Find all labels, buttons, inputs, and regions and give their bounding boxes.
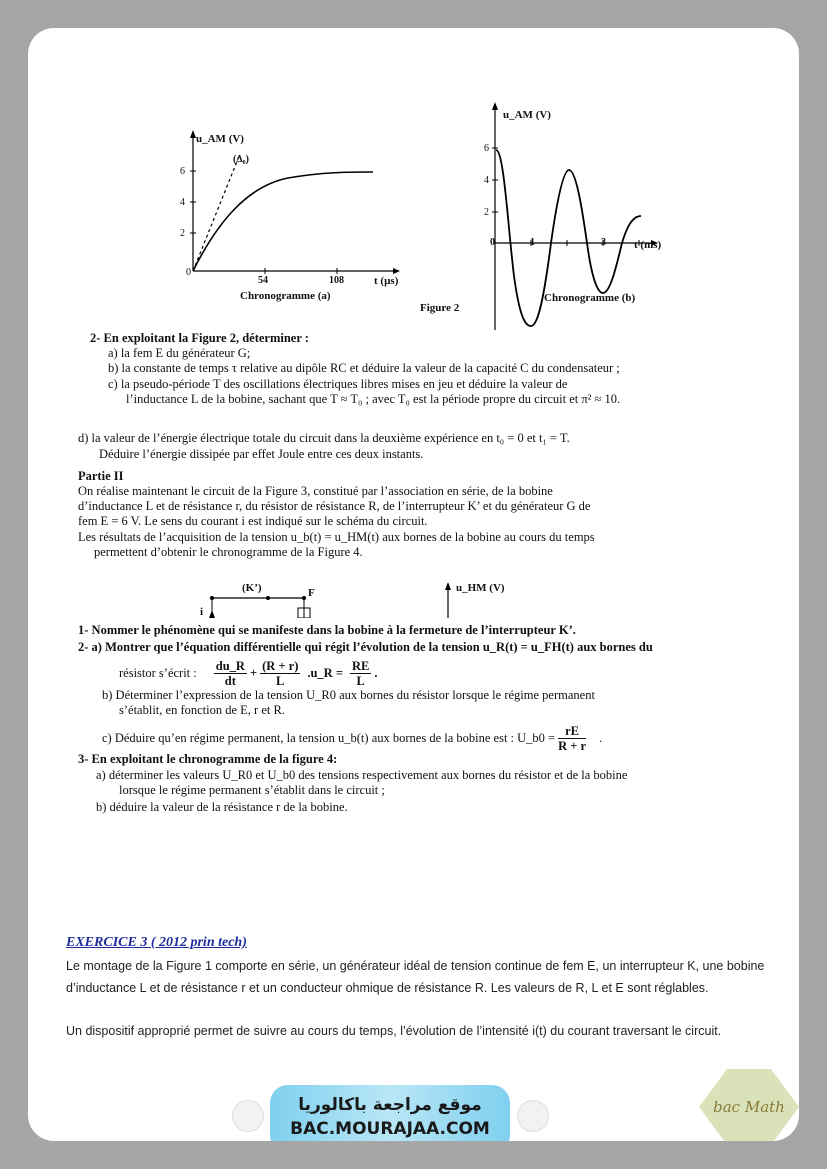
partie2-p1: On réalise maintenant le circuit de la Figure 3, constitué par l’association en série, de la bobine: [78, 484, 553, 498]
q2-c-line2: l’inductance L de la bobine, sachant que T ≈ T₀ ; avec T₀ est la période propre du circuit et π² ≈ 10.: [126, 392, 621, 406]
eq-den-3: L: [356, 673, 365, 688]
partie2-title: Partie II: [78, 469, 124, 483]
figure-caption: Figure 2: [420, 302, 460, 314]
chrono-b-ytick: 2: [484, 207, 489, 218]
fig3-switch-label: (K’): [242, 582, 262, 594]
p2-q2a: 2- a) Montrer que l’équation différentielle qui régit l’évolution de la tension u_R(t) = u_FH(t) aux bornes du: [78, 640, 653, 654]
chrono-b-xtick: 1: [530, 237, 535, 248]
q2-c-line1: c) la pseudo-période T des oscillations électriques libres mises en jeu et déduire la valeur de: [108, 377, 568, 391]
chrono-a-xtick: 108: [329, 275, 344, 286]
site-logo-icon: [517, 1100, 549, 1132]
p2-q3a-line1: a) déterminer les valeurs U_R0 et U_b0 des tensions respectivement aux bornes du résistor et de la bobine: [96, 768, 628, 782]
exercice3-paragraph-2: Un dispositif approprié permet de suivre au cours du temps, l’évolution de l’intensité i(t) du courant traversant le circuit.: [66, 1024, 722, 1038]
p2-q3a-line2: lorsque le régime permanent s’établit dans le circuit ;: [119, 783, 385, 797]
chrono-a-ytick: 4: [180, 197, 185, 208]
chrono-a-origin: 0: [186, 267, 191, 278]
p2-q1: 1- Nommer le phénomène qui se manifeste dans la bobine à la fermeture de l’interrupteur K’.: [78, 623, 576, 637]
p2-q3: 3- En exploitant le chronogramme de la figure 4:: [78, 752, 338, 766]
q2c-frac: [558, 724, 586, 753]
eq-plus: +: [249, 666, 258, 680]
chrono-a-ytick: 6: [180, 166, 185, 177]
chrono-b-ytick: 4: [484, 175, 489, 186]
q2c-den: R + r: [558, 738, 587, 753]
qd-line2: Déduire l’énergie dissipée par effet Joule entre ces deux instants.: [99, 447, 424, 461]
q2-b: b) la constante de temps τ relative au dipôle RC et déduire la valeur de la capacité C du condensateur ;: [108, 361, 620, 375]
fig3-current-label: i: [200, 606, 204, 618]
q2c-text: c) Déduire qu’en régime permanent, la tension u_b(t) aux bornes de la bobine est : U_b0 =: [102, 731, 556, 745]
chrono-b-xlabel: t (ms): [634, 239, 662, 251]
eq-frac-3: [350, 659, 371, 688]
partie2-p3: fem E = 6 V. Le sens du courant i est indiqué sur le schéma du circuit.: [78, 514, 428, 528]
site-logo-icon: [232, 1100, 264, 1132]
eq-den-2: L: [276, 673, 285, 688]
tangent-line: [193, 154, 240, 271]
eq-num-1: du_R: [215, 658, 245, 673]
fig4-ylabel: u_HM (V): [456, 582, 505, 594]
q2c-end: .: [599, 731, 603, 745]
chrono-a-xlabel: t (µs): [374, 275, 399, 287]
chrono-b-caption: Chronogramme (b): [544, 292, 636, 304]
tangent-label: (Δ₀): [233, 154, 249, 165]
chrono-a-ylabel: u_AM (V): [196, 133, 244, 145]
chrono-b-ylabel: u_AM (V): [503, 109, 551, 121]
charge-curve: [193, 172, 373, 271]
p2-q3b: b) déduire la valeur de la résistance r de la bobine.: [96, 800, 348, 814]
chrono-a-caption: Chronogramme (a): [240, 290, 331, 302]
bac-math-badge-icon: [697, 1067, 799, 1141]
exercice3-title: EXERCICE 3 ( 2012 prin tech): [66, 935, 247, 950]
eq-frac-1: [214, 659, 247, 688]
q2c-num: rE: [558, 724, 586, 739]
eq-middle: .u_R =: [307, 666, 343, 680]
p2-q2b-line2: s’établit, en fonction de E, r et R.: [119, 703, 285, 717]
chrono-b-xtick: 3: [601, 237, 606, 248]
p2-q2b-line1: b) Déterminer l’expression de la tension U_R0 aux bornes du résistor lorsque le régime permanent: [102, 688, 595, 702]
banner-arabic: موقع مراجعة باكالوريا: [298, 1095, 482, 1115]
banner-url[interactable]: BAC.MOURAJAA.COM: [290, 1119, 490, 1139]
eq-end: .: [374, 666, 378, 680]
svg-text:bac Math: bac Math: [713, 1098, 785, 1116]
fig3-node-f: F: [308, 587, 315, 599]
exam-page: [28, 28, 799, 1141]
eq-den-1: dt: [224, 673, 236, 688]
p2-q2c: [102, 721, 602, 755]
qd-line1: d) la valeur de l’énergie électrique totale du circuit dans la deuxième expérience en t₀ = 0 et t₁ = T.: [78, 431, 570, 445]
eq-num-3: RE: [351, 658, 370, 673]
chrono-a-ytick: 2: [180, 228, 185, 239]
partie2-p5: permettent d’obtenir le chronogramme de la Figure 4.: [94, 545, 363, 559]
chrono-b-ytick: 6: [484, 143, 489, 154]
q2-a: a) la fem E du générateur G;: [108, 346, 251, 360]
partie2-p4: Les résultats de l’acquisition de la tension u_b(t) = u_HM(t) aux bornes de la bobine au cours du temps: [78, 530, 595, 544]
eq-num-2: (R + r): [262, 658, 299, 673]
site-banner[interactable]: [270, 1085, 510, 1141]
chrono-b-origin: 0: [490, 237, 495, 248]
partie2-p2: d’inductance L et de résistance r, du résistor de résistance R, de l’interrupteur K’ et du générateur G de: [78, 499, 591, 513]
eq-prefix: résistor s’écrit :: [119, 666, 197, 680]
exercice3-paragraph-1: Le montage de la Figure 1 comporte en série, un générateur idéal de tension continue de fem E, un interrupteur K, une bobine d’inductance L et de résistance r et un conducteur ohmique de résistance R. Les valeurs de R, L et E sont réglables.: [66, 959, 765, 995]
figure4-axis-fragment: [438, 582, 458, 618]
q2-intro: 2- En exploitant la Figure 2, déterminer :: [90, 331, 309, 345]
eq-frac-2: [260, 659, 300, 688]
differential-equation: [119, 655, 377, 691]
chrono-a-xtick: 54: [258, 275, 268, 286]
